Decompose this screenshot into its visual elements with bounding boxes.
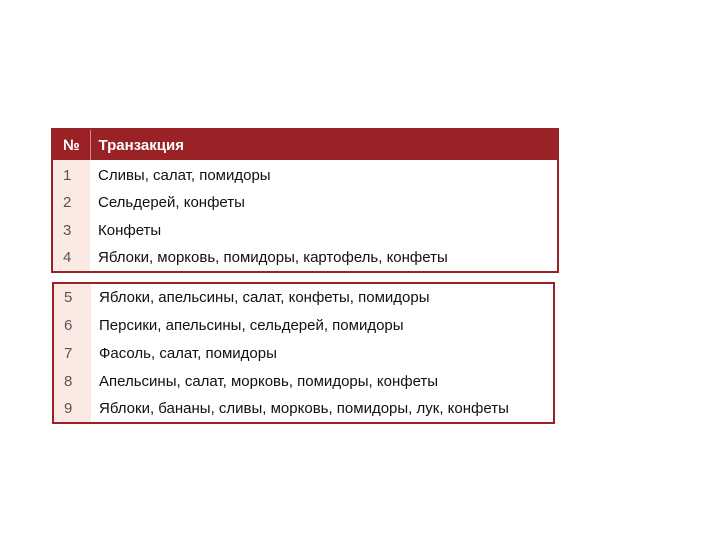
- row-number: 2: [52, 188, 90, 216]
- table-row: [52, 160, 558, 188]
- row-number: 3: [52, 216, 90, 244]
- transactions-table-bottom: [52, 282, 555, 424]
- transactions-table-top: [51, 128, 559, 273]
- row-number: 7: [53, 339, 91, 367]
- table-row: [52, 244, 558, 272]
- table-row: [53, 395, 554, 423]
- row-number: 5: [53, 283, 91, 311]
- table-row: [53, 339, 554, 367]
- row-items: Сельдерей, конфеты: [98, 193, 245, 211]
- row-number: 1: [52, 160, 90, 188]
- header-transaction: Транзакция: [90, 129, 558, 160]
- row-items: Персики, апельсины, сельдерей, помидоры: [99, 316, 404, 334]
- row-number: 9: [53, 395, 91, 423]
- table-row: [53, 311, 554, 339]
- row-items: Сливы, салат, помидоры: [98, 167, 271, 184]
- table-row: [53, 283, 554, 311]
- row-number: 8: [53, 367, 91, 395]
- row-items: Яблоки, бананы, сливы, морковь, помидоры, лук, конфеты: [99, 400, 509, 417]
- row-number: 4: [52, 244, 90, 272]
- table-row: [52, 188, 558, 216]
- table-header-row: [52, 129, 558, 160]
- row-items: Конфеты: [98, 221, 162, 239]
- table-row: [52, 216, 558, 244]
- header-number: №: [52, 129, 90, 160]
- row-items: Яблоки, морковь, помидоры, картофель, конфеты: [98, 249, 448, 266]
- row-number: 6: [53, 311, 91, 339]
- row-items: Яблоки, апельсины, салат, конфеты, помидоры: [99, 289, 430, 306]
- row-items: Апельсины, салат, морковь, помидоры, конфеты: [99, 372, 439, 390]
- row-items: Фасоль, салат, помидоры: [99, 344, 277, 362]
- table-row: [53, 367, 554, 395]
